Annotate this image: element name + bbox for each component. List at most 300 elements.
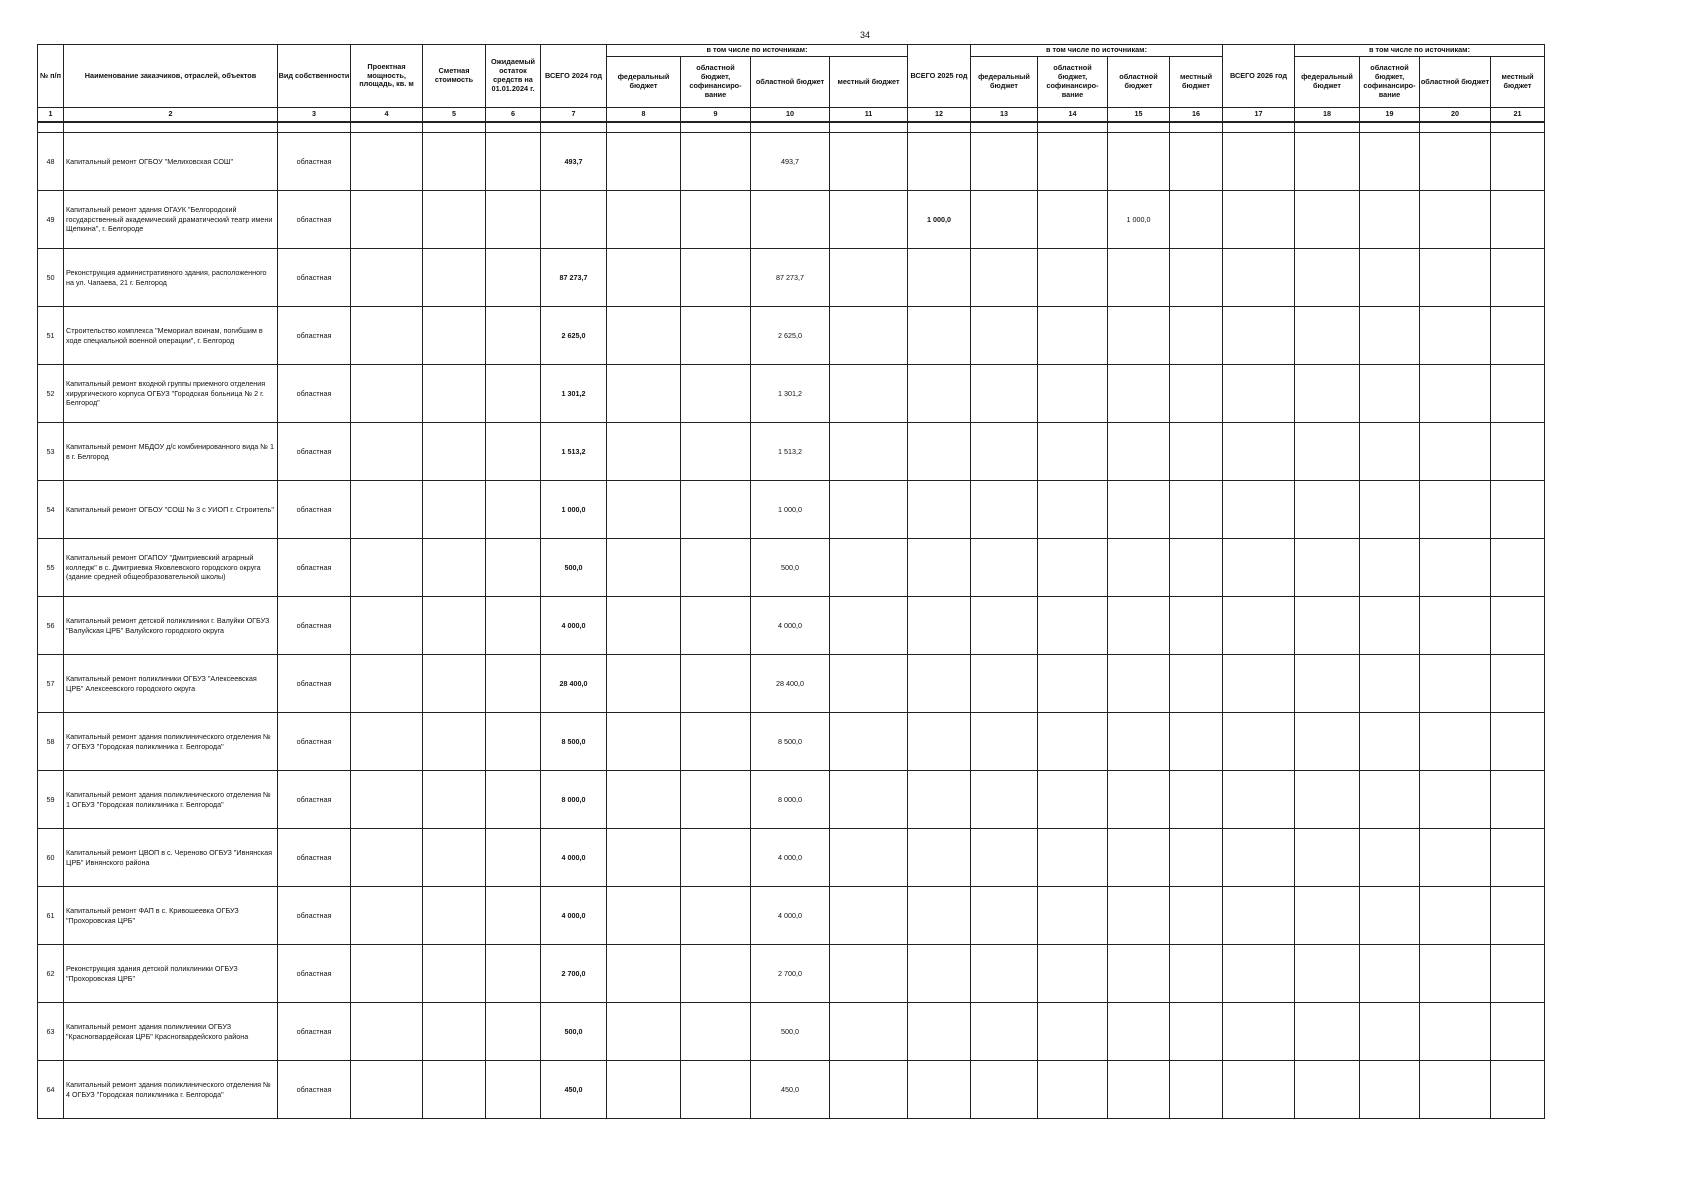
row-regional-2024: 1 301,2: [751, 365, 830, 423]
row-estimated-cost: [423, 713, 486, 771]
row-cofin-2024: [681, 539, 751, 597]
row-expected-balance: [486, 945, 541, 1003]
row-total-2025: [908, 771, 971, 829]
row-capacity: [351, 133, 423, 191]
row-cofin-2025: [1038, 365, 1108, 423]
row-local-2024: [830, 829, 908, 887]
table-row: [38, 655, 1545, 713]
row-capacity: [351, 191, 423, 249]
row-ownership: областная: [278, 307, 351, 365]
column-number-cell: 3: [278, 108, 351, 123]
row-federal-2024: [607, 887, 681, 945]
column-number-cell: 20: [1420, 108, 1491, 123]
row-regional-2025: [1108, 307, 1170, 365]
header-estimated-cost: Сметная стоимость: [423, 45, 486, 108]
row-total-2024: 493,7: [541, 133, 607, 191]
row-capacity: [351, 597, 423, 655]
row-total-2026: [1223, 1061, 1295, 1119]
row-expected-balance: [486, 829, 541, 887]
column-number-cell: 6: [486, 108, 541, 123]
row-federal-2026: [1295, 713, 1360, 771]
row-local-2025: [1170, 307, 1223, 365]
row-federal-2024: [607, 713, 681, 771]
column-number-cell: 18: [1295, 108, 1360, 123]
row-local-2026: [1491, 365, 1545, 423]
row-federal-2026: [1295, 771, 1360, 829]
table-row: [38, 713, 1545, 771]
row-total-2024: 8 500,0: [541, 713, 607, 771]
row-federal-2024: [607, 133, 681, 191]
row-local-2026: [1491, 249, 1545, 307]
row-federal-2024: [607, 249, 681, 307]
row-local-2026: [1491, 423, 1545, 481]
row-regional-2024: 500,0: [751, 1003, 830, 1061]
row-object-name: Капитальный ремонт здания ОГАУК "Белгородский государственный академический драматический театр имени Щепкина", г. Белгороде: [64, 191, 278, 249]
row-cofin-2026: [1360, 133, 1420, 191]
header-sources-2024: в том числе по источникам:: [607, 45, 908, 57]
row-regional-2024: 8 500,0: [751, 713, 830, 771]
row-total-2024: 8 000,0: [541, 771, 607, 829]
row-cofin-2026: [1360, 1061, 1420, 1119]
row-federal-2024: [607, 597, 681, 655]
row-regional-2024: 87 273,7: [751, 249, 830, 307]
row-regional-2026: [1420, 191, 1491, 249]
row-local-2026: [1491, 191, 1545, 249]
header-cofin-2024: областной бюджет, софинансиро-вание: [681, 57, 751, 108]
header-federal-2026: федеральный бюджет: [1295, 57, 1360, 108]
column-number-cell: 11: [830, 108, 908, 123]
table-row: [38, 481, 1545, 539]
row-regional-2024: 2 625,0: [751, 307, 830, 365]
column-number-cell: 14: [1038, 108, 1108, 123]
row-expected-balance: [486, 539, 541, 597]
row-number: 61: [38, 887, 64, 945]
row-object-name: Строительство комплекса "Мемориал воинам, погибшим в ходе специальной военной операции", г. Белгород: [64, 307, 278, 365]
row-local-2026: [1491, 1061, 1545, 1119]
row-regional-2025: [1108, 945, 1170, 1003]
row-local-2026: [1491, 771, 1545, 829]
row-regional-2026: [1420, 307, 1491, 365]
row-federal-2025: [971, 133, 1038, 191]
row-regional-2026: [1420, 713, 1491, 771]
header-total-2025: ВСЕГО 2025 год: [908, 45, 971, 108]
row-local-2025: [1170, 655, 1223, 713]
header-capacity: Проектная мощность, площадь, кв. м: [351, 45, 423, 108]
row-capacity: [351, 307, 423, 365]
row-local-2024: [830, 1061, 908, 1119]
row-cofin-2025: [1038, 133, 1108, 191]
row-federal-2026: [1295, 597, 1360, 655]
row-expected-balance: [486, 249, 541, 307]
row-federal-2024: [607, 655, 681, 713]
row-expected-balance: [486, 771, 541, 829]
row-estimated-cost: [423, 191, 486, 249]
row-cofin-2024: [681, 771, 751, 829]
row-cofin-2025: [1038, 945, 1108, 1003]
row-regional-2024: [751, 191, 830, 249]
row-regional-2025: [1108, 1061, 1170, 1119]
row-regional-2024: 1 000,0: [751, 481, 830, 539]
row-cofin-2025: [1038, 249, 1108, 307]
column-number-cell: 7: [541, 108, 607, 123]
row-cofin-2024: [681, 133, 751, 191]
row-estimated-cost: [423, 887, 486, 945]
row-federal-2026: [1295, 481, 1360, 539]
row-expected-balance: [486, 713, 541, 771]
row-federal-2024: [607, 829, 681, 887]
row-ownership: областная: [278, 365, 351, 423]
row-cofin-2026: [1360, 249, 1420, 307]
row-capacity: [351, 713, 423, 771]
row-federal-2025: [971, 365, 1038, 423]
row-capacity: [351, 945, 423, 1003]
row-total-2026: [1223, 771, 1295, 829]
table-row: [38, 1061, 1545, 1119]
row-estimated-cost: [423, 423, 486, 481]
row-regional-2026: [1420, 365, 1491, 423]
row-local-2024: [830, 1003, 908, 1061]
column-number-cell: 15: [1108, 108, 1170, 123]
row-regional-2026: [1420, 133, 1491, 191]
row-cofin-2025: [1038, 539, 1108, 597]
row-federal-2025: [971, 481, 1038, 539]
row-local-2026: [1491, 481, 1545, 539]
row-local-2026: [1491, 945, 1545, 1003]
row-total-2024: 1 000,0: [541, 481, 607, 539]
row-cofin-2025: [1038, 713, 1108, 771]
row-estimated-cost: [423, 945, 486, 1003]
row-cofin-2025: [1038, 191, 1108, 249]
row-capacity: [351, 423, 423, 481]
row-total-2026: [1223, 713, 1295, 771]
header-federal-2025: федеральный бюджет: [971, 57, 1038, 108]
row-ownership: областная: [278, 423, 351, 481]
column-number-cell: 13: [971, 108, 1038, 123]
table-row: [38, 191, 1545, 249]
row-regional-2024: 493,7: [751, 133, 830, 191]
row-regional-2024: 2 700,0: [751, 945, 830, 1003]
row-local-2024: [830, 249, 908, 307]
row-total-2025: [908, 481, 971, 539]
header-ownership: Вид собственности: [278, 45, 351, 108]
row-local-2025: [1170, 1061, 1223, 1119]
row-total-2026: [1223, 481, 1295, 539]
row-number: 64: [38, 1061, 64, 1119]
row-total-2026: [1223, 539, 1295, 597]
row-cofin-2024: [681, 655, 751, 713]
header-cofin-2025: областной бюджет, софинансиро-вание: [1038, 57, 1108, 108]
column-number-cell: 21: [1491, 108, 1545, 123]
row-cofin-2025: [1038, 597, 1108, 655]
row-cofin-2025: [1038, 771, 1108, 829]
row-cofin-2026: [1360, 539, 1420, 597]
column-number-cell: 9: [681, 108, 751, 123]
row-local-2025: [1170, 133, 1223, 191]
row-capacity: [351, 655, 423, 713]
row-object-name: Капитальный ремонт ЦВОП в с. Череново ОГБУЗ "Ивнянская ЦРБ" Ивнянского района: [64, 829, 278, 887]
row-total-2025: [908, 945, 971, 1003]
row-ownership: областная: [278, 191, 351, 249]
row-expected-balance: [486, 655, 541, 713]
row-local-2026: [1491, 1003, 1545, 1061]
row-total-2026: [1223, 655, 1295, 713]
row-federal-2025: [971, 945, 1038, 1003]
row-regional-2024: 450,0: [751, 1061, 830, 1119]
row-local-2026: [1491, 655, 1545, 713]
row-estimated-cost: [423, 307, 486, 365]
header-regional-2025: областной бюджет: [1108, 57, 1170, 108]
row-expected-balance: [486, 1061, 541, 1119]
row-federal-2025: [971, 597, 1038, 655]
row-regional-2024: 1 513,2: [751, 423, 830, 481]
row-cofin-2026: [1360, 597, 1420, 655]
row-local-2024: [830, 539, 908, 597]
header-sources-2026: в том числе по источникам:: [1295, 45, 1545, 57]
column-number-row: [38, 108, 1545, 123]
row-local-2024: [830, 655, 908, 713]
row-estimated-cost: [423, 1003, 486, 1061]
row-ownership: областная: [278, 771, 351, 829]
row-local-2024: [830, 133, 908, 191]
column-number-cell: 1: [38, 108, 64, 123]
row-estimated-cost: [423, 771, 486, 829]
row-regional-2026: [1420, 829, 1491, 887]
row-federal-2026: [1295, 249, 1360, 307]
row-local-2026: [1491, 829, 1545, 887]
row-estimated-cost: [423, 655, 486, 713]
row-local-2026: [1491, 539, 1545, 597]
row-federal-2024: [607, 191, 681, 249]
column-number-cell: 8: [607, 108, 681, 123]
row-regional-2025: 1 000,0: [1108, 191, 1170, 249]
row-regional-2024: 28 400,0: [751, 655, 830, 713]
header-federal-2024: федеральный бюджет: [607, 57, 681, 108]
table-row: [38, 597, 1545, 655]
row-total-2026: [1223, 191, 1295, 249]
row-estimated-cost: [423, 597, 486, 655]
row-federal-2026: [1295, 887, 1360, 945]
row-ownership: областная: [278, 829, 351, 887]
row-cofin-2024: [681, 1003, 751, 1061]
spacer-row: [38, 122, 1545, 133]
row-federal-2024: [607, 1003, 681, 1061]
row-local-2025: [1170, 1003, 1223, 1061]
row-federal-2025: [971, 307, 1038, 365]
row-federal-2024: [607, 945, 681, 1003]
row-total-2026: [1223, 945, 1295, 1003]
row-regional-2025: [1108, 249, 1170, 307]
row-total-2025: [908, 539, 971, 597]
row-ownership: областная: [278, 655, 351, 713]
row-regional-2025: [1108, 771, 1170, 829]
row-expected-balance: [486, 423, 541, 481]
row-local-2025: [1170, 423, 1223, 481]
row-ownership: областная: [278, 1061, 351, 1119]
row-number: 52: [38, 365, 64, 423]
row-capacity: [351, 1003, 423, 1061]
row-object-name: Капитальный ремонт поликлиники ОГБУЗ "Алексеевская ЦРБ" Алексеевского городского округа: [64, 655, 278, 713]
row-object-name: Капитальный ремонт здания поликлинического отделения № 4 ОГБУЗ "Городская поликлиника г. Белгорода": [64, 1061, 278, 1119]
row-regional-2025: [1108, 481, 1170, 539]
row-capacity: [351, 1061, 423, 1119]
row-cofin-2026: [1360, 1003, 1420, 1061]
row-total-2024: 4 000,0: [541, 887, 607, 945]
header-regional-2026: областной бюджет: [1420, 57, 1491, 108]
row-ownership: областная: [278, 887, 351, 945]
row-cofin-2024: [681, 481, 751, 539]
table-row: [38, 307, 1545, 365]
row-cofin-2024: [681, 249, 751, 307]
row-federal-2025: [971, 1061, 1038, 1119]
row-cofin-2024: [681, 945, 751, 1003]
row-number: 60: [38, 829, 64, 887]
row-federal-2025: [971, 771, 1038, 829]
table-row: [38, 365, 1545, 423]
row-number: 58: [38, 713, 64, 771]
row-regional-2025: [1108, 1003, 1170, 1061]
row-expected-balance: [486, 133, 541, 191]
row-federal-2025: [971, 829, 1038, 887]
row-object-name: Капитальный ремонт детской поликлиники г. Валуйки ОГБУЗ "Валуйская ЦРБ" Валуйского городского округа: [64, 597, 278, 655]
row-total-2026: [1223, 249, 1295, 307]
header-regional-2024: областной бюджет: [751, 57, 830, 108]
table-row: [38, 887, 1545, 945]
row-ownership: областная: [278, 713, 351, 771]
row-regional-2025: [1108, 829, 1170, 887]
row-federal-2026: [1295, 307, 1360, 365]
row-federal-2024: [607, 365, 681, 423]
row-regional-2026: [1420, 597, 1491, 655]
row-number: 49: [38, 191, 64, 249]
row-federal-2024: [607, 423, 681, 481]
row-local-2025: [1170, 887, 1223, 945]
row-capacity: [351, 249, 423, 307]
table-row: [38, 829, 1545, 887]
row-cofin-2026: [1360, 365, 1420, 423]
page-number: 34: [859, 30, 870, 40]
row-federal-2024: [607, 307, 681, 365]
row-object-name: Реконструкция административного здания, расположенного на ул. Чапаева, 21 г. Белгород: [64, 249, 278, 307]
row-total-2025: [908, 713, 971, 771]
row-regional-2026: [1420, 1003, 1491, 1061]
row-local-2024: [830, 713, 908, 771]
row-regional-2026: [1420, 887, 1491, 945]
row-federal-2025: [971, 655, 1038, 713]
row-number: 50: [38, 249, 64, 307]
row-federal-2025: [971, 539, 1038, 597]
row-total-2024: 2 625,0: [541, 307, 607, 365]
row-local-2024: [830, 191, 908, 249]
table-row: [38, 771, 1545, 829]
row-object-name: Капитальный ремонт здания поликлиники ОГБУЗ "Красногвардейская ЦРБ" Красногвардейского района: [64, 1003, 278, 1061]
row-regional-2025: [1108, 887, 1170, 945]
row-cofin-2026: [1360, 887, 1420, 945]
header-local-2024: местный бюджет: [830, 57, 908, 108]
row-total-2024: 4 000,0: [541, 597, 607, 655]
row-ownership: областная: [278, 481, 351, 539]
row-local-2025: [1170, 191, 1223, 249]
row-local-2026: [1491, 597, 1545, 655]
row-expected-balance: [486, 307, 541, 365]
row-estimated-cost: [423, 249, 486, 307]
row-object-name: Капитальный ремонт входной группы приемного отделения хирургического корпуса ОГБУЗ "Городская больница № 2 г. Белгород": [64, 365, 278, 423]
row-federal-2026: [1295, 539, 1360, 597]
row-local-2025: [1170, 365, 1223, 423]
row-total-2025: [908, 597, 971, 655]
row-total-2026: [1223, 829, 1295, 887]
row-cofin-2024: [681, 365, 751, 423]
header-expected-balance: Ожидаемый остаток средств на 01.01.2024 г.: [486, 45, 541, 108]
table-row: [38, 945, 1545, 1003]
row-estimated-cost: [423, 1061, 486, 1119]
row-cofin-2025: [1038, 423, 1108, 481]
row-estimated-cost: [423, 365, 486, 423]
row-cofin-2025: [1038, 887, 1108, 945]
row-ownership: областная: [278, 945, 351, 1003]
row-total-2024: 1 301,2: [541, 365, 607, 423]
row-ownership: областная: [278, 597, 351, 655]
row-regional-2026: [1420, 423, 1491, 481]
row-estimated-cost: [423, 829, 486, 887]
table-row: [38, 539, 1545, 597]
row-federal-2024: [607, 539, 681, 597]
row-regional-2025: [1108, 365, 1170, 423]
table-row: [38, 133, 1545, 191]
row-total-2026: [1223, 887, 1295, 945]
row-capacity: [351, 481, 423, 539]
column-number-cell: 2: [64, 108, 278, 123]
row-total-2024: 500,0: [541, 539, 607, 597]
row-regional-2024: 8 000,0: [751, 771, 830, 829]
header-sources-2025: в том числе по источникам:: [971, 45, 1223, 57]
row-regional-2025: [1108, 423, 1170, 481]
row-cofin-2024: [681, 597, 751, 655]
row-cofin-2026: [1360, 191, 1420, 249]
row-ownership: областная: [278, 249, 351, 307]
row-regional-2026: [1420, 655, 1491, 713]
row-number: 63: [38, 1003, 64, 1061]
row-number: 53: [38, 423, 64, 481]
row-total-2026: [1223, 597, 1295, 655]
row-number: 54: [38, 481, 64, 539]
row-local-2025: [1170, 597, 1223, 655]
row-total-2024: 500,0: [541, 1003, 607, 1061]
header-number: № п/п: [38, 45, 64, 108]
row-object-name: Капитальный ремонт здания поликлинического отделения № 1 ОГБУЗ "Городская поликлиника г. Белгорода": [64, 771, 278, 829]
row-total-2025: [908, 1061, 971, 1119]
row-capacity: [351, 365, 423, 423]
row-ownership: областная: [278, 539, 351, 597]
row-federal-2026: [1295, 1003, 1360, 1061]
row-federal-2024: [607, 1061, 681, 1119]
row-expected-balance: [486, 1003, 541, 1061]
row-local-2025: [1170, 481, 1223, 539]
row-local-2024: [830, 423, 908, 481]
header-total-2026: ВСЕГО 2026 год: [1223, 45, 1295, 108]
table-row: [38, 249, 1545, 307]
row-regional-2024: 4 000,0: [751, 597, 830, 655]
row-total-2025: [908, 655, 971, 713]
row-number: 56: [38, 597, 64, 655]
row-cofin-2025: [1038, 1061, 1108, 1119]
row-number: 59: [38, 771, 64, 829]
column-number-cell: 12: [908, 108, 971, 123]
row-cofin-2026: [1360, 771, 1420, 829]
row-cofin-2025: [1038, 829, 1108, 887]
row-number: 48: [38, 133, 64, 191]
column-number-cell: 10: [751, 108, 830, 123]
row-federal-2024: [607, 771, 681, 829]
